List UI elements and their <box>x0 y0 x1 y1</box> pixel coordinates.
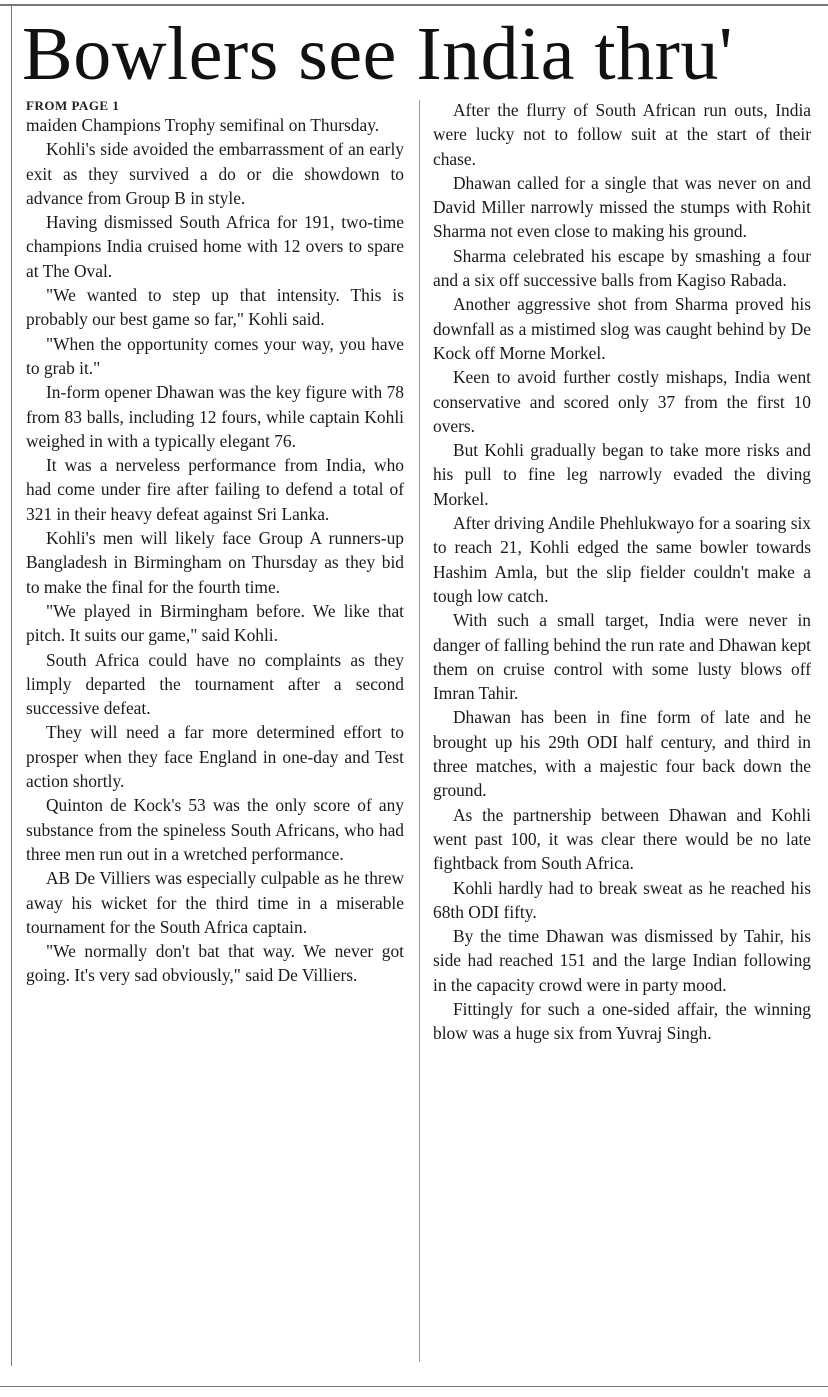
paragraph: AB De Villiers was especially culpable as he threw away his wicket for the third time in a miserable tournament for the South Africa captain. <box>26 868 404 937</box>
paragraph: "When the opportunity comes your way, you have to grab it." <box>26 333 404 378</box>
paragraph: "We normally don't bat that way. We never got going. It's very sad obviously," said De Villiers. <box>26 941 404 986</box>
top-border-rule <box>0 4 828 6</box>
paragraph: But Kohli gradually began to take more risks and his pull to fine leg narrowly evaded the diving Morkel. <box>433 440 811 509</box>
paragraph: Another aggressive shot from Sharma proved his downfall as a mistimed slog was caught behind by De Kock off Morne Morkel. <box>433 294 811 363</box>
paragraph: Kohli's side avoided the embarrassment of an early exit as they survived a do or die showdown to advance from Group B in style. <box>26 139 404 208</box>
left-border-rule <box>11 4 12 1366</box>
paragraph: By the time Dhawan was dismissed by Tahir, his side had reached 151 and the large Indian following in the capacity crowd were in party mood. <box>433 926 811 995</box>
paragraph: "We wanted to step up that intensity. This is probably our best game so far," Kohli said. <box>26 285 404 330</box>
paragraph: maiden Champions Trophy semifinal on Thursday. <box>26 115 380 135</box>
paragraph: In-form opener Dhawan was the key figure with 78 from 83 balls, including 12 fours, while captain Kohli weighed in with a typically elegant 76. <box>26 382 404 451</box>
bottom-border-rule <box>0 1386 828 1387</box>
paragraph: Kohli hardly had to break sweat as he reached his 68th ODI fifty. <box>433 877 811 922</box>
paragraph: Dhawan has been in fine form of late and he brought up his 29th ODI half century, and third in three matches, with a majestic four back down the ground. <box>433 707 811 801</box>
paragraph: Kohli's men will likely face Group A runners-up Bangladesh in Birmingham on Thursday as they bid to make the final for the fourth time. <box>26 528 404 597</box>
paragraph: It was a nerveless performance from India, who had come under fire after failing to defend a total of 321 in their heavy defeat against Sri Lanka. <box>26 455 404 524</box>
headline: Bowlers see India thru' <box>22 12 734 96</box>
paragraph: After driving Andile Phehlukwayo for a soaring six to reach 21, Kohli edged the same bowler towards Hashim Amla, but the slip fielder couldn't make a tough low catch. <box>433 513 811 606</box>
paragraph: With such a small target, India were never in danger of falling behind the run rate and Dhawan kept them on cruise control with some lusty blows off Imran Tahir. <box>433 610 811 704</box>
paragraph: Quinton de Kock's 53 was the only score of any substance from the spineless South Africans, who had three men run out in a wretched performance. <box>26 795 404 864</box>
left-column <box>26 98 404 988</box>
paragraph: Fittingly for such a one-sided affair, the winning blow was a huge six from Yuvraj Singh. <box>433 998 811 1044</box>
paragraph: "We played in Birmingham before. We like that pitch. It suits our game," said Kohli. <box>26 600 404 646</box>
right-column <box>433 98 811 1046</box>
column-divider <box>419 100 420 1362</box>
continuation-kicker: FROM PAGE 1 <box>26 98 120 113</box>
paragraph: Dhawan called for a single that was never on and David Miller narrowly missed the stumps with Rohit Sharma not even close to making his ground. <box>433 172 811 242</box>
paragraph: Having dismissed South Africa for 191, two-time champions India cruised home with 12 overs to spare at The Oval. <box>26 212 404 281</box>
paragraph: Keen to avoid further costly mishaps, India went conservative and scored only 37 from the first 10 overs. <box>433 367 811 436</box>
paragraph: They will need a far more determined effort to prosper when they face England in one-day and Test action shortly. <box>26 722 404 792</box>
paragraph: South Africa could have no complaints as they limply departed the tournament after a second successive defeat. <box>26 649 404 719</box>
paragraph: As the partnership between Dhawan and Kohli went past 100, it was clear there would be no late fightback from South Africa. <box>433 804 811 874</box>
paragraph: After the flurry of South African run outs, India were lucky not to follow suit at the start of their chase. <box>433 100 811 169</box>
paragraph: Sharma celebrated his escape by smashing a four and a six off successive balls from Kagiso Rabada. <box>433 245 811 291</box>
